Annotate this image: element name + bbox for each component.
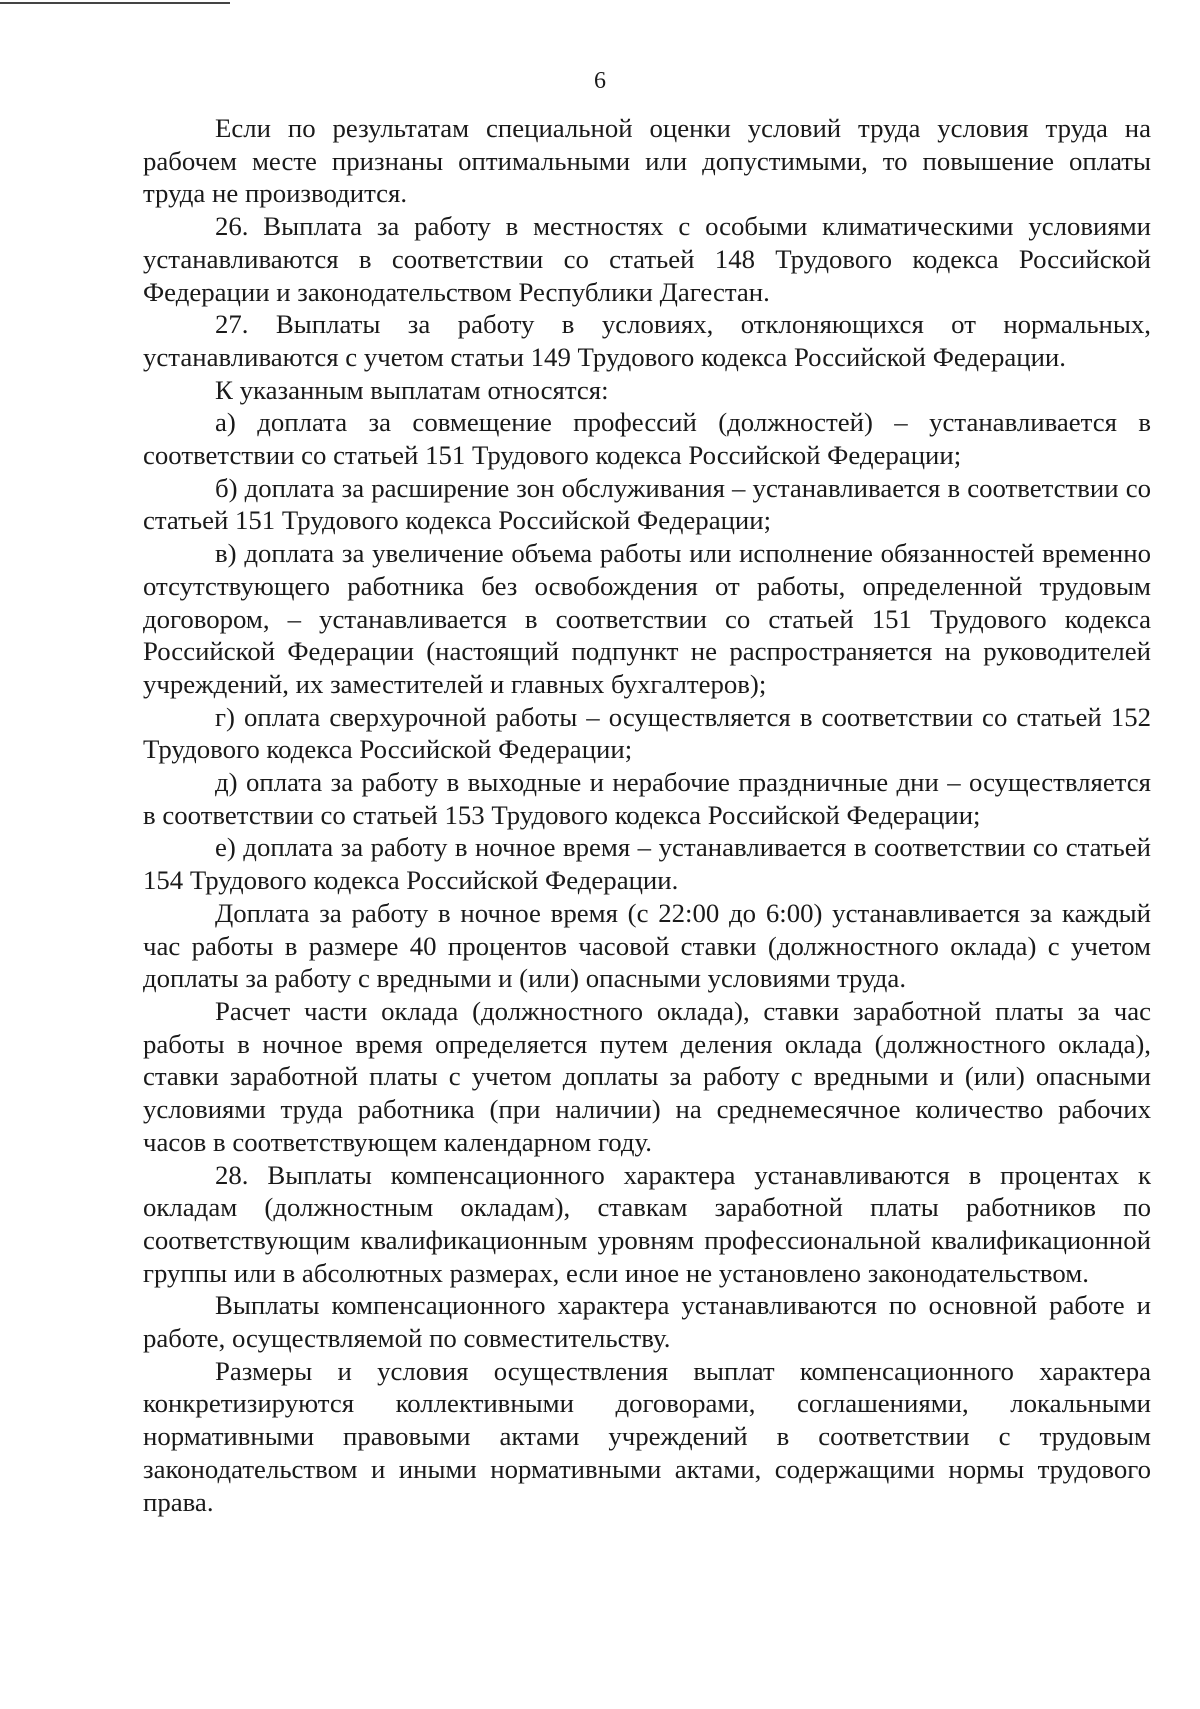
paragraph-night-work-calculation: Расчет части оклада (должностного оклада), ставки заработной платы за час работы в ночное время определяется путем деления оклада (должностного оклада), ставки заработной платы с учетом доплаты за работу с вредными и (или) опасными условиями труда работника (при наличии) на среднемесячное количество рабочих часов в соответствующем календарном году. (143, 995, 1151, 1157)
paragraph-sizes-and-conditions: Размеры и условия осуществления выплат компенсационного характера конкретизируются коллективными договорами, соглашениями, локальными нормативными правовыми актами учреждений в соответствии с трудовым законодательством и иными нормативными актами, содержащими нормы трудового права. (143, 1355, 1151, 1517)
list-item-v-workload-increase: в) доплата за увеличение объема работы или исполнение обязанностей временно отсутствующего работника без освобождения от работы, определенной трудовым договором, – устанавливается в соответствии со статьей 151 Трудового кодекса Российской Федерации (настоящий подпункт не распространяется на руководителей учреждений, их заместителей и главных бухгалтеров); (143, 538, 1151, 699)
list-item-g-overtime: г) оплата сверхурочной работы – осуществляется в соответствии со статьей 152 Трудового кодекса Российской Федерации; (143, 701, 1151, 765)
paragraph-26-climatic-payments: 26. Выплата за работу в местностях с особыми климатическими условиями устанавливаются в соответствии со статьей 148 Трудового кодекса Российской Федерации и законодательством Республики Дагестан. (143, 211, 1151, 307)
paragraph-28-compensation-payments: 28. Выплаты компенсационного характера устанавливаются в процентах к окладам (должностным окладам), ставкам заработной платы работников по соответствующим квалификационным уровням профессиональной квалификационной группы или в абсолютных размерах, если иное не установлено законодательством. (143, 1159, 1151, 1288)
list-item-d-weekends-holidays: д) оплата за работу в выходные и нерабочие праздничные дни – осуществляется в соответствии со статьей 153 Трудового кодекса Российской Федерации; (143, 767, 1151, 830)
list-item-e-night-work: е) доплата за работу в ночное время – устанавливается в соответствии со статьей 154 Трудового кодекса Российской Федерации. (143, 832, 1151, 896)
document-body (143, 112, 1151, 1518)
paragraph-main-and-part-time: Выплаты компенсационного характера устанавливаются по основной работе и работе, осуществляемой по совместительству. (143, 1290, 1151, 1354)
paragraph-payments-include: К указанным выплатам относятся: (215, 374, 609, 405)
list-item-a-combination: а) доплата за совмещение профессий (должностей) – устанавливается в соответствии со статьей 151 Трудового кодекса Российской Федерации; (143, 407, 1151, 471)
scan-edge-line (0, 2, 230, 4)
list-item-b-service-zones: б) доплата за расширение зон обслуживания – устанавливается в соответствии со статьей 151 Трудового кодекса Российской Федерации; (143, 472, 1151, 536)
paragraph-sout-no-increase: Если по результатам специальной оценки условий труда условия труда на рабочем месте признаны оптимальными или допустимыми, то повышение оплаты труда не производится. (143, 113, 1151, 209)
paragraph-night-work-rate: Доплата за работу в ночное время (с 22:00 до 6:00) устанавливается за каждый час работы в размере 40 процентов часовой ставки (должностного оклада) с учетом доплаты за работу с вредными и (или) опасными условиями труда. (143, 897, 1151, 994)
page-number: 6 (594, 68, 606, 94)
paragraph-27-abnormal-conditions: 27. Выплаты за работу в условиях, отклоняющихся от нормальных, устанавливаются с учетом статьи 149 Трудового кодекса Российской Федерации. (143, 309, 1151, 372)
